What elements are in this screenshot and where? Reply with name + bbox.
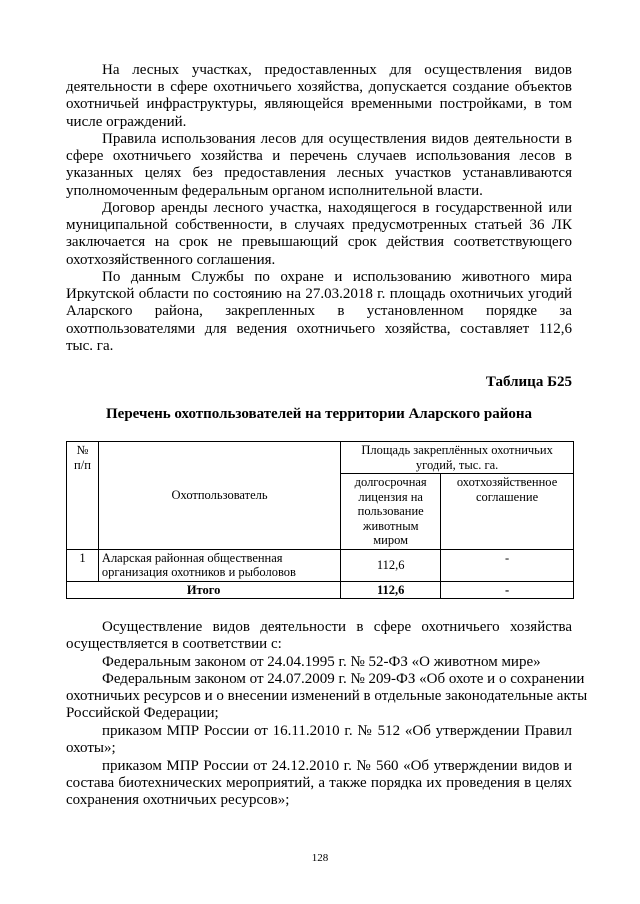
row-long-term: 112,6	[341, 549, 441, 581]
paragraph-order-560: приказом МПР России от 24.12.2010 г. № 560 «Об утверждении видов и состава биотехнических мероприятий, а также порядка их проведения в целях сохранения охотничьих ресурсов»;	[66, 758, 572, 809]
table-total-row	[67, 581, 574, 599]
header-long-term-license: долгосрочная лицензия на пользование животным миром	[341, 474, 441, 550]
paragraph-order-512: приказом МПР России от 16.11.2010 г. № 512 «Об утверждении Правил охоты»;	[66, 723, 572, 757]
table-label: Таблица Б25	[485, 374, 572, 390]
header-hunting-agreement: охотхозяйственное соглашение	[441, 474, 574, 550]
total-long-term: 112,6	[341, 581, 441, 599]
paragraph-law-52fz: Федеральным законом от 24.04.1995 г. № 52-ФЗ «О животном мире»	[102, 654, 541, 670]
paragraph-forest-plots: На лесных участках, предоставленных для осуществления видов деятельности в сфере охотничьего хозяйства, допускается создание объектов охотничьей инфраструктуры, являющейся временными постройками, в том числе ограждений.	[66, 62, 572, 130]
total-agreement: -	[441, 581, 574, 599]
paragraph-forest-rules: Правила использования лесов для осуществления видов деятельности в сфере охотничьего хозяйства и перечень случаев использования лесов в указанных целях без предоставления лесных участков устанавливаются уполномоченным федеральным органом исполнительной власти.	[66, 131, 572, 199]
total-label: Итого	[67, 581, 341, 599]
table-row	[67, 549, 574, 581]
hunting-users-table	[66, 441, 574, 599]
paragraph-law-209fz: Федеральным законом от 24.07.2009 г. № 209-ФЗ «Об охоте и о сохранении охотничьих ресурсов и о внесении изменений в отдельные законодательные акты Российской Федерации;	[66, 671, 588, 722]
row-num: 1	[67, 549, 99, 581]
paragraph-hunting-area: По данным Службы по охране и использованию животного мира Иркутской области по состоянию на 27.03.2018 г. площадь охотничьих угодий Аларского района, закрепленных в установленном порядке за охотпользователями для ведения охотничьего хозяйства, составляет 112,6 тыс. га.	[66, 269, 572, 354]
header-area: Площадь закреплённых охотничьих угодий, тыс. га.	[341, 442, 574, 474]
paragraph-lease-agreement: Договор аренды лесного участка, находящегося в государственной или муниципальной собственности, в случаях предусмотренных статьей 36 ЛК заключается на срок не превышающий срок действия соответствующего охотхозяйственного соглашения.	[66, 200, 572, 268]
header-user: Охотпользователь	[98, 442, 340, 550]
row-agreement: -	[441, 549, 574, 581]
table-title: Перечень охотпользователей на территории Аларского района	[106, 406, 532, 422]
page-number: 128	[311, 852, 329, 864]
paragraph-legal-basis: Осуществление видов деятельности в сфере охотничьего хозяйства осуществляется в соответствии с:	[66, 619, 572, 653]
header-num: № п/п	[67, 442, 99, 550]
row-name: Аларская районная общественная организация охотников и рыболовов	[98, 549, 340, 581]
table-header-row	[67, 442, 574, 474]
